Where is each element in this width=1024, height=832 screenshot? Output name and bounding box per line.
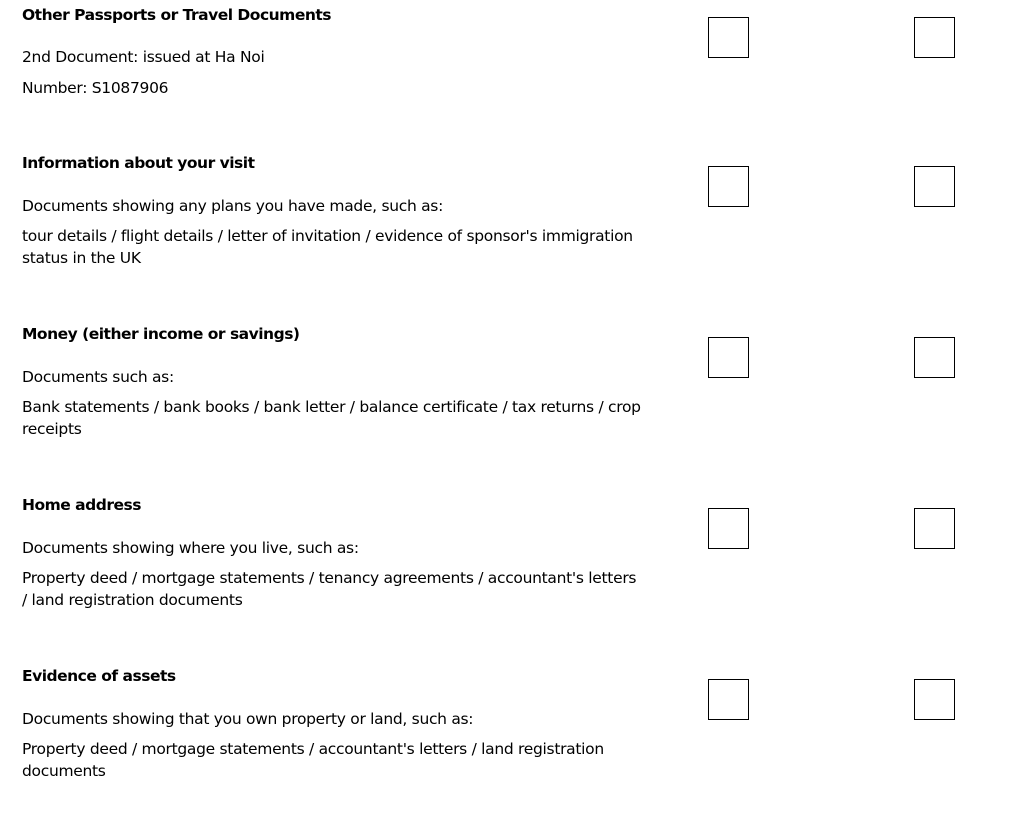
checkbox-column-2[interactable] [914, 166, 955, 207]
checkbox-column-2[interactable] [914, 17, 955, 58]
checkbox-column-1[interactable] [708, 17, 749, 58]
section-intro-text: Documents showing any plans you have made, such as: [22, 197, 444, 215]
section-examples-text: Bank statements / bank books / bank letter / balance certificate / tax returns / crop receipts [22, 398, 641, 438]
document-issued-text: 2nd Document: issued at Ha Noi [22, 48, 265, 66]
checkbox-column-2[interactable] [914, 679, 955, 720]
section-title: Home address [22, 496, 141, 514]
checkbox-column-1[interactable] [708, 679, 749, 720]
section-title: Information about your visit [22, 154, 255, 172]
section-title: Money (either income or savings) [22, 325, 300, 343]
checkbox-column-1[interactable] [708, 166, 749, 207]
checkbox-column-2[interactable] [914, 508, 955, 549]
document-number-text: Number: S1087906 [22, 79, 169, 97]
section-intro-text: Documents showing where you live, such as: [22, 539, 359, 557]
section-title: Other Passports or Travel Documents [22, 6, 332, 24]
checkbox-column-2[interactable] [914, 337, 955, 378]
section-intro-text: Documents showing that you own property or land, such as: [22, 710, 474, 728]
checkbox-column-1[interactable] [708, 337, 749, 378]
section-title: Evidence of assets [22, 667, 176, 685]
section-examples-text: Property deed / mortgage statements / accountant's letters / land registration documents [22, 740, 604, 780]
checkbox-column-1[interactable] [708, 508, 749, 549]
section-examples-text: Property deed / mortgage statements / tenancy agreements / accountant's letters / land registration documents [22, 569, 637, 609]
section-intro-text: Documents such as: [22, 368, 174, 386]
section-examples-text: tour details / flight details / letter of invitation / evidence of sponsor's immigration status in the UK [22, 227, 633, 267]
